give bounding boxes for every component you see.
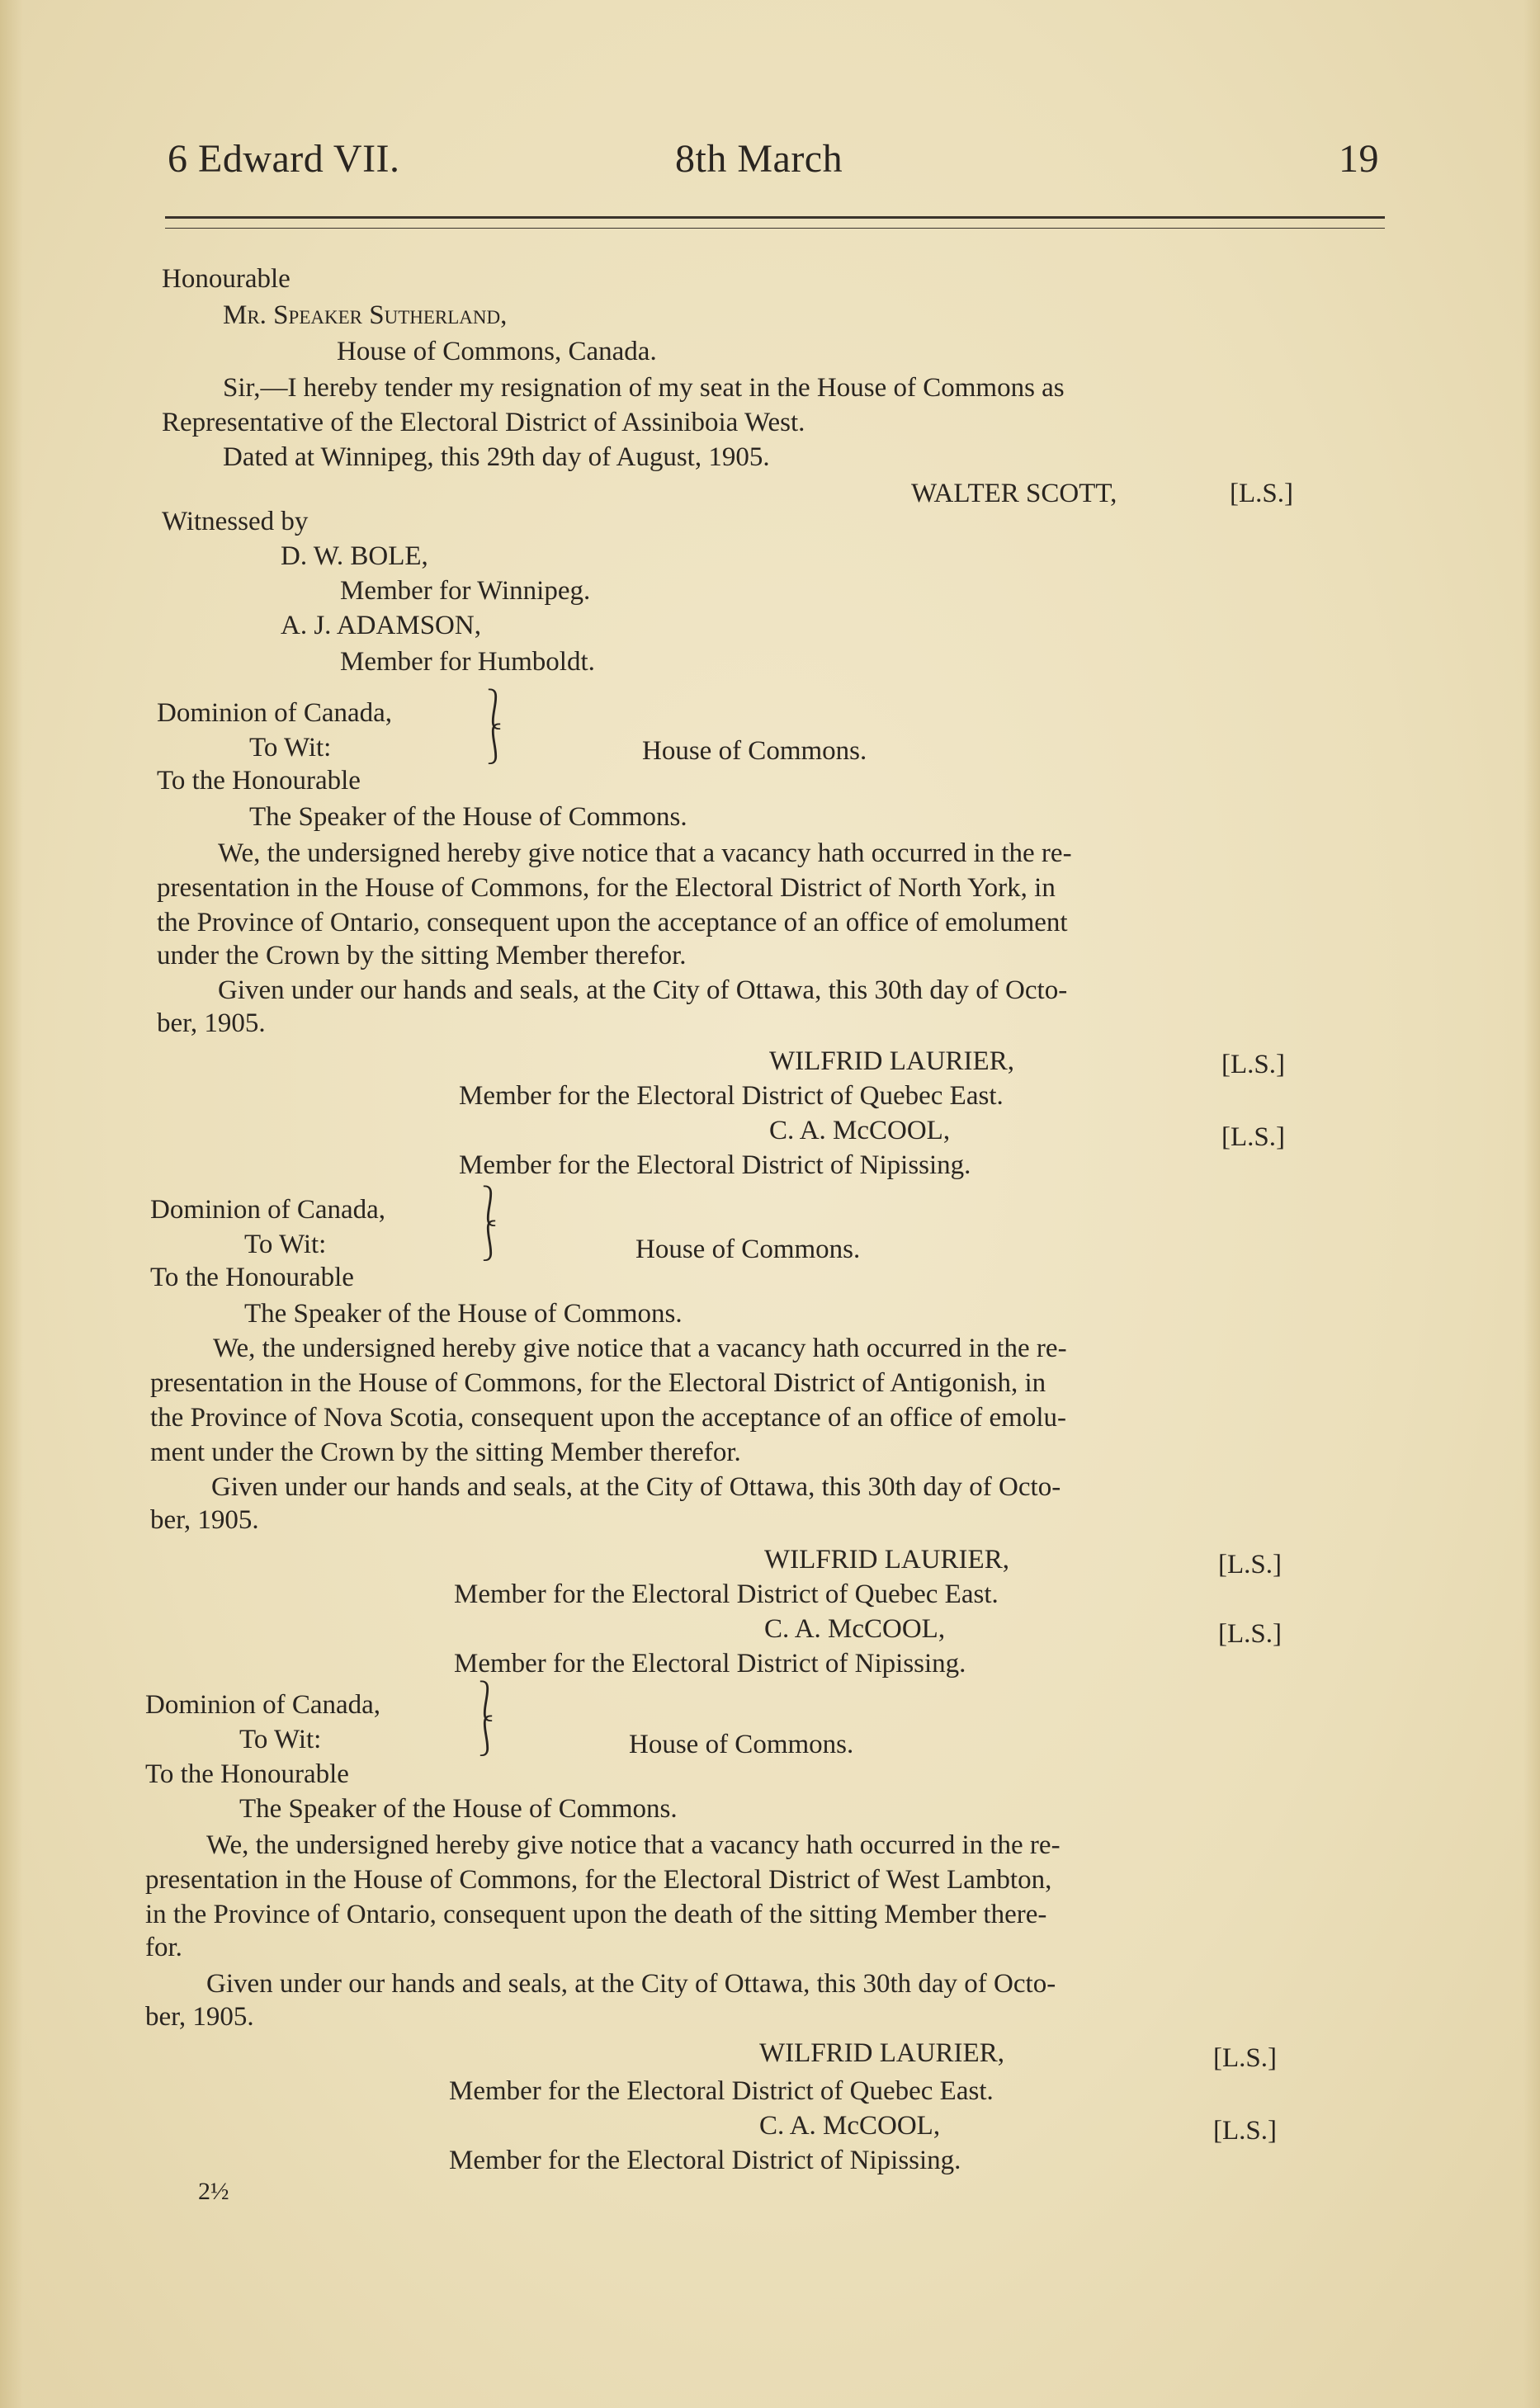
signature-seal: [L.S.] [1221,1122,1285,1152]
signature-seal: [L.S.] [1213,2043,1277,2073]
witness-name: D. W. BOLE, [281,541,428,571]
notice-body-line: under the Crown by the sitting Member therefor. [157,941,687,970]
notice-house: House of Commons. [629,1730,854,1759]
notice-body-line: for. [145,1933,182,1962]
letter-dated: Dated at Winnipeg, this 29th day of August, 1905. [223,442,770,472]
notice-body-line: We, the undersigned hereby give notice that a vacancy hath occurred in the re- [213,1334,1067,1363]
notice-given: Given under our hands and seals, at the City of Ottawa, this 30th day of Octo- [218,975,1068,1005]
brace-bottom: ⎰ [470,1715,503,1759]
notice-speaker: The Speaker of the House of Commons. [239,1794,678,1824]
signature-role: Member for the Electoral District of Nipissing. [459,1150,971,1180]
letter-body-line: Representative of the Electoral District of Assiniboia West. [162,408,805,437]
notice-to-honourable: To the Honourable [157,766,361,796]
signature-role: Member for the Electoral District of Quebec East. [449,2076,994,2106]
notice-house: House of Commons. [642,736,867,766]
notice-to-honourable: To the Honourable [150,1263,354,1292]
signature-seal: [L.S.] [1221,1050,1285,1079]
notice-given: Given under our hands and seals, at the City of Ottawa, this 30th day of Octo- [211,1472,1061,1502]
signature-role: Member for the Electoral District of Quebec East. [454,1579,999,1609]
signature-name: WILFRID LAURIER, [769,1046,1014,1076]
notice-body-line: We, the undersigned hereby give notice that a vacancy hath occurred in the re- [218,838,1072,868]
letter-addressee: Mr. Speaker Sutherland, [223,300,508,330]
notice-to-wit: To Wit: [244,1230,327,1259]
notice-body-line: We, the undersigned hereby give notice that a vacancy hath occurred in the re- [206,1830,1061,1860]
brace-top: ⎱ [474,1185,506,1230]
signature-name: WILFRID LAURIER, [759,2038,1004,2068]
notice-house: House of Commons. [635,1235,861,1264]
notice-given: Given under our hands and seals, at the City of Ottawa, this 30th day of Octo- [206,1969,1056,1999]
brace-top: ⎱ [470,1680,503,1725]
notice-body-line: ment under the Crown by the sitting Member therefor. [150,1438,741,1467]
signature-name: WILFRID LAURIER, [764,1545,1009,1575]
signature-name: C. A. McCOOL, [769,1116,951,1145]
notice-to-wit: To Wit: [249,733,332,763]
witness-role: Member for Humboldt. [340,647,595,677]
brace-bottom: ⎰ [474,1220,506,1264]
notice-body-line: presentation in the House of Commons, for the Electoral District of North York, in [157,873,1056,903]
header-rule-thin [165,228,1385,229]
witness-name: A. J. ADAMSON, [281,611,481,640]
letter-signer-seal: [L.S.] [1230,479,1293,508]
letter-body-line: Sir,—I hereby tender my resignation of my seat in the House of Commons as [223,373,1065,403]
page-number: 19 [1339,137,1379,181]
header-rule-thick [165,216,1385,219]
notice-speaker: The Speaker of the House of Commons. [249,802,687,832]
notice-given: ber, 1905. [145,2002,254,2032]
notice-speaker: The Speaker of the House of Commons. [244,1299,683,1329]
notice-to-wit: To Wit: [239,1725,322,1754]
witness-role: Member for Winnipeg. [340,576,591,606]
signature-seal: [L.S.] [1218,1550,1282,1579]
notice-body-line: the Province of Nova Scotia, consequent upon the acceptance of an office of emolu- [150,1403,1066,1433]
signature-role: Member for the Electoral District of Nipissing. [449,2146,961,2175]
notice-to-honourable: To the Honourable [145,1759,349,1789]
brace-top: ⎱ [479,688,511,733]
signature-name: C. A. McCOOL, [764,1614,946,1644]
page-edge-shadow [1523,0,1540,2408]
letter-salutation: Honourable [162,264,291,294]
notice-given: ber, 1905. [157,1008,266,1038]
header-session: 6 Edward VII. [168,137,400,181]
notice-dominion: Dominion of Canada, [150,1195,386,1225]
page-gutter-shadow [0,0,23,2408]
letter-signer: WALTER SCOTT, [911,479,1117,508]
signature-seal: [L.S.] [1213,2116,1277,2146]
notice-body-line: presentation in the House of Commons, for the Electoral District of West Lambton, [145,1865,1052,1895]
notice-dominion: Dominion of Canada, [145,1690,381,1720]
notice-body-line: in the Province of Ontario, consequent upon the death of the sitting Member there- [145,1900,1047,1929]
header-date: 8th March [675,137,843,181]
printer-signature-mark: 2½ [198,2178,229,2205]
notice-body-line: presentation in the House of Commons, for the Electoral District of Antigonish, in [150,1368,1046,1398]
signature-seal: [L.S.] [1218,1619,1282,1649]
signature-role: Member for the Electoral District of Quebec East. [459,1081,1004,1111]
letter-address: House of Commons, Canada. [337,337,657,366]
notice-dominion: Dominion of Canada, [157,698,393,728]
brace-bottom: ⎰ [479,723,511,767]
notice-given: ber, 1905. [150,1505,259,1535]
notice-body-line: the Province of Ontario, consequent upon the acceptance of an office of emolument [157,908,1068,937]
signature-role: Member for the Electoral District of Nipissing. [454,1649,966,1679]
witnessed-by: Witnessed by [162,507,309,536]
signature-name: C. A. McCOOL, [759,2111,941,2141]
